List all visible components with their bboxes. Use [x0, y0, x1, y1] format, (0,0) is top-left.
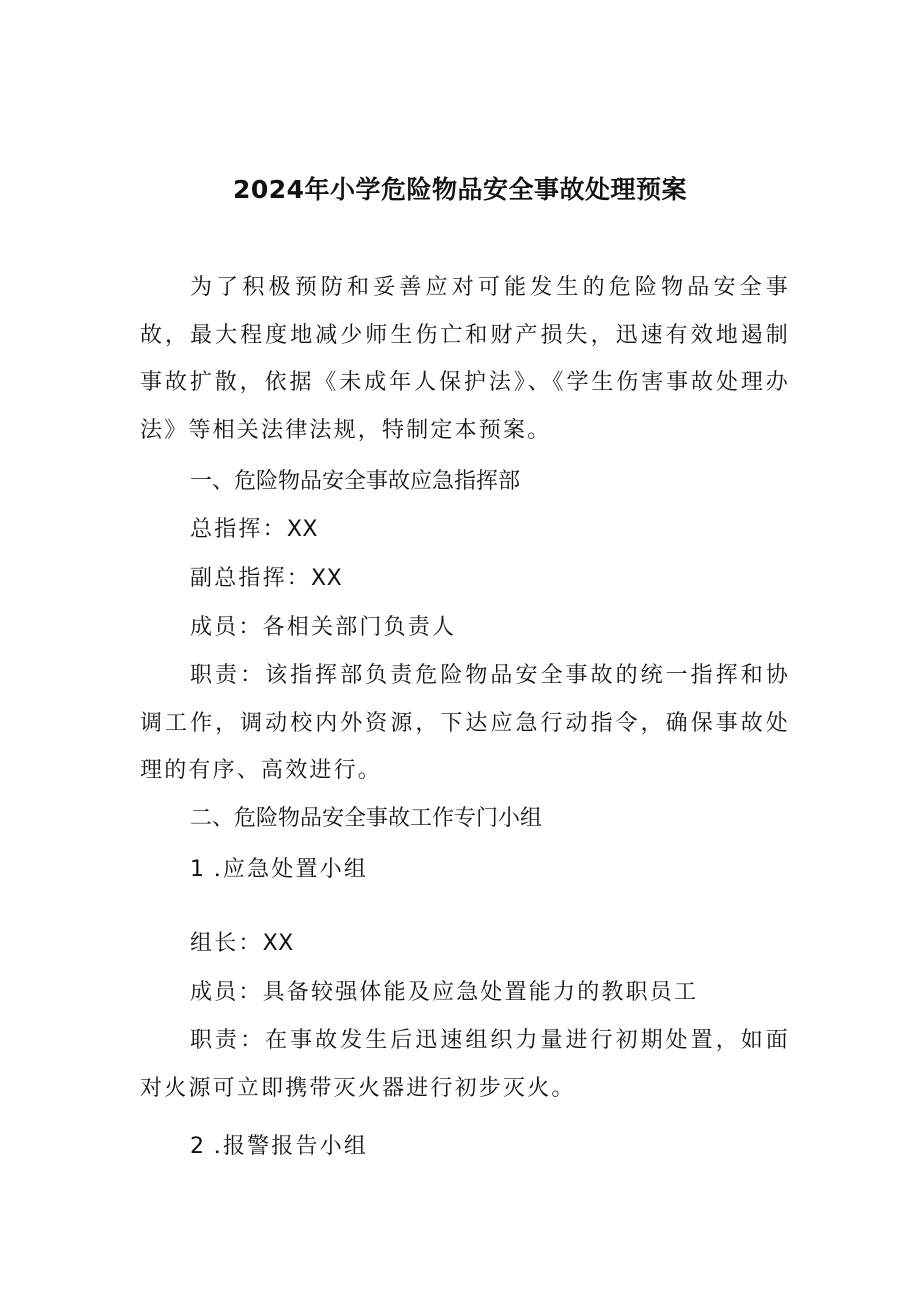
- section1-heading: 一、危险物品安全事故应急指挥部: [190, 469, 521, 494]
- group1-duties: 职责：在事故发生后迅速组织力量进行初期处置，如面对火源可立即携带灭火器进行初步灭火。: [140, 1028, 790, 1101]
- group1-leader-line: [190, 926, 790, 962]
- document-title: 2024年小学危险物品安全事故处理预案: [232, 175, 688, 204]
- section1-members: 成员：各相关部门负责人: [190, 615, 457, 640]
- section1-duties: 职责：该指挥部负责危险物品安全事故的统一指挥和协调工作，调动校内外资源，下达应急行动指令，确保事故处理的有序、高效进行。: [140, 663, 790, 783]
- group1-number: 1: [190, 857, 205, 882]
- commander-label: 总指挥：: [190, 517, 287, 542]
- commander-value: XX: [286, 517, 318, 542]
- deputy-value: XX: [311, 566, 343, 591]
- intro-paragraph: 为了积极预防和妥善应对可能发生的危险物品安全事故，最大程度地减少师生伤亡和财产损失，迅速有效地遏制事故扩散，依据《未成年人保护法》、《学生伤害事故处理办法》等相关法律法规，特制定本预案。: [140, 275, 790, 443]
- group1-leader-value: XX: [262, 931, 294, 956]
- group1-title: .应急处置小组: [213, 857, 369, 882]
- group2-title: .报警报告小组: [213, 1134, 369, 1159]
- deputy-commander-line: [190, 561, 790, 597]
- commander-line: [190, 512, 790, 548]
- group2-number: 2: [190, 1134, 205, 1159]
- deputy-label: 副总指挥：: [190, 566, 312, 591]
- section2-heading: 二、危险物品安全事故工作专门小组: [190, 806, 543, 831]
- group1-leader-label: 组长：: [190, 931, 263, 956]
- group1-title-line: [190, 852, 790, 888]
- group1-members: 成员：具备较强体能及应急处置能力的教职员工: [190, 980, 699, 1005]
- group2-title-line: [190, 1129, 790, 1165]
